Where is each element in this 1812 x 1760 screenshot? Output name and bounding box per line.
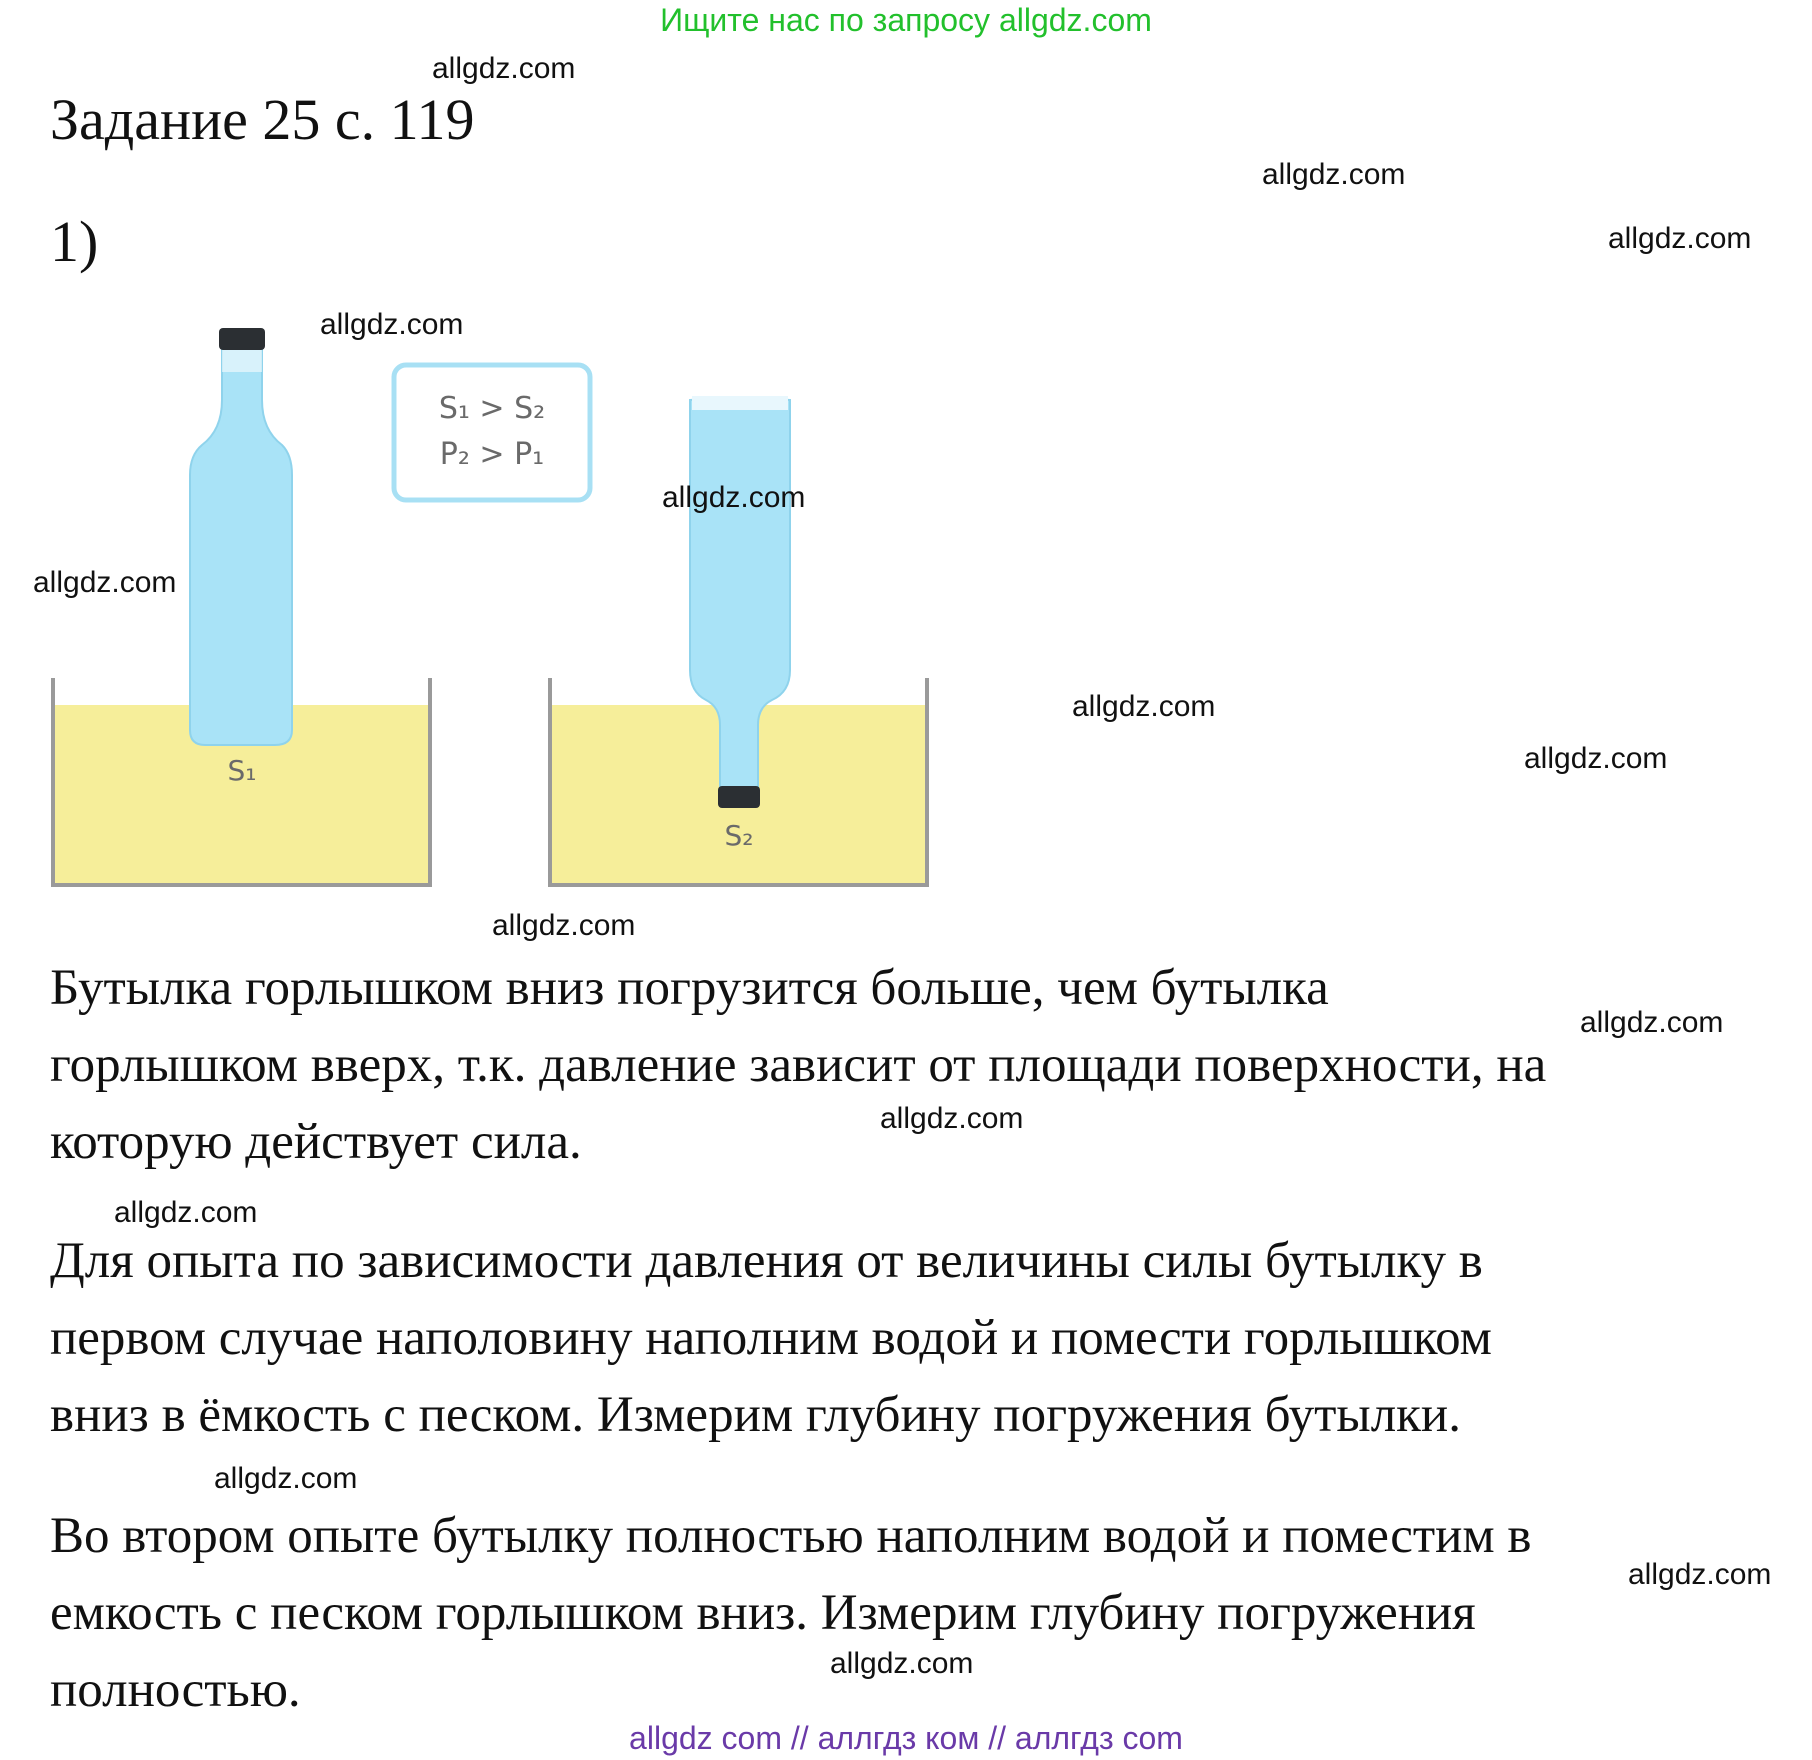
- paragraph-2: [50, 1223, 1800, 1454]
- paragraph-line: емкость с песком горлышком вниз. Измерим глубину погружения: [50, 1585, 1476, 1641]
- watermark: allgdz.com: [33, 566, 177, 599]
- watermark: allgdz.com: [1580, 1006, 1724, 1039]
- paragraph-3: [50, 1498, 1800, 1729]
- formula-line2: P₂ > P₁: [439, 437, 545, 472]
- formula-line1: S₁ > S₂: [438, 391, 546, 426]
- watermark: allgdz.com: [1524, 742, 1668, 775]
- watermark: allgdz.com: [320, 308, 464, 341]
- paragraph-line: полностью.: [50, 1662, 301, 1718]
- watermark: allgdz.com: [1628, 1558, 1772, 1591]
- item-number: 1): [50, 209, 99, 274]
- cap-icon: [219, 328, 265, 350]
- watermark: allgdz.com: [1262, 158, 1406, 191]
- watermark: allgdz.com: [1608, 222, 1752, 255]
- bottles-figure: [0, 300, 960, 910]
- watermark: allgdz.com: [662, 481, 806, 514]
- watermark: allgdz.com: [432, 52, 576, 85]
- paragraph-1: [50, 950, 1800, 1181]
- paragraph-line: Для опыта по зависимости давления от величины силы бутылку в: [50, 1233, 1483, 1289]
- paragraph-line: которую действует сила.: [50, 1114, 582, 1170]
- paragraph-line: горлышком вверх, т.к. давление зависит от площади поверхности, на: [50, 1037, 1547, 1093]
- paragraph-line: первом случае наполовину наполним водой и помести горлышком: [50, 1310, 1492, 1366]
- watermark: allgdz.com: [114, 1196, 258, 1229]
- watermark: allgdz.com: [492, 909, 636, 942]
- task-title: Задание 25 с. 119: [50, 87, 475, 152]
- search-banner: Ищите нас по запросу allgdz.com: [660, 2, 1152, 38]
- paragraph-line: Во втором опыте бутылку полностью наполним водой и поместим в: [50, 1508, 1532, 1564]
- cap-icon: [718, 786, 760, 808]
- bottle-upright: [190, 328, 292, 745]
- watermark: allgdz.com: [1072, 690, 1216, 723]
- watermark: allgdz.com: [830, 1647, 974, 1680]
- footer-links: allgdz com // аллгдз ком // аллгдз com: [629, 1720, 1183, 1756]
- watermark: allgdz.com: [880, 1102, 1024, 1135]
- watermark: allgdz.com: [214, 1462, 358, 1495]
- formula-box: [394, 365, 590, 500]
- paragraph-line: вниз в ёмкость с песком. Измерим глубину погружения бутылки.: [50, 1387, 1461, 1443]
- label-s1: S₁: [227, 754, 257, 787]
- paragraph-line: Бутылка горлышком вниз погрузится больше, чем бутылка: [50, 960, 1329, 1016]
- label-s2: S₂: [724, 819, 754, 852]
